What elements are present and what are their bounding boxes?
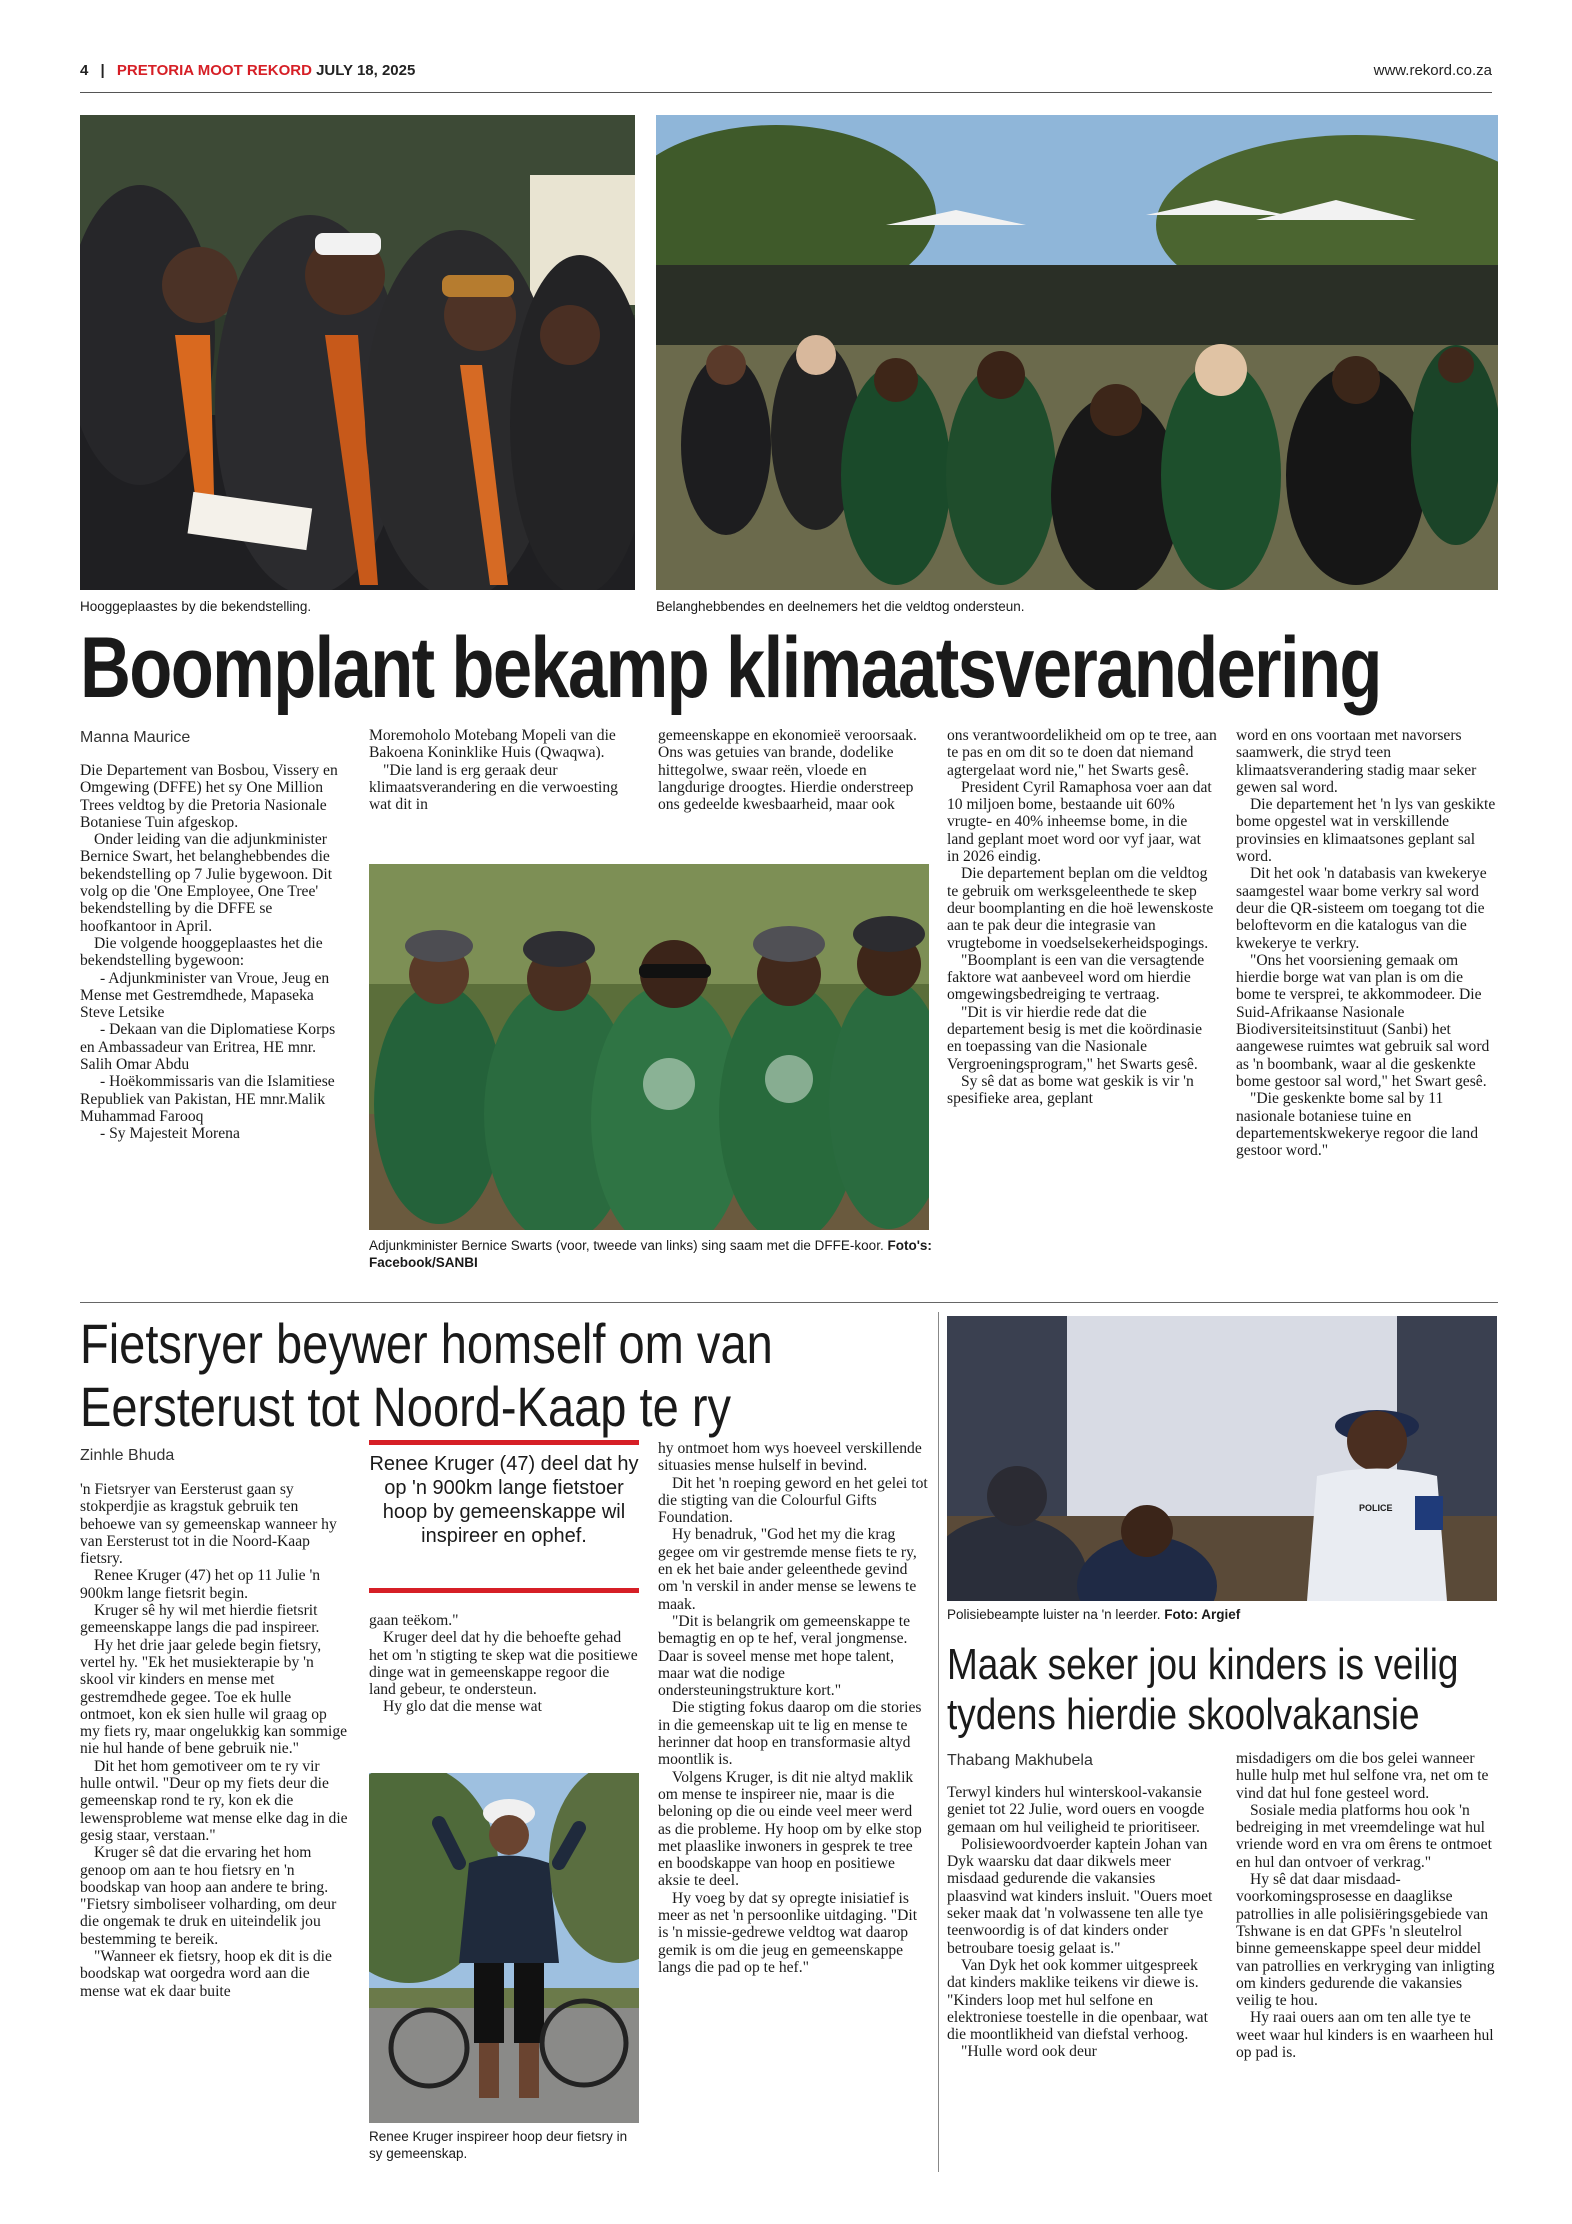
paragraph: "Dit is vir hierdie rede dat die departement besig is met die koördinasie en toepassing van die Nasionale Vergroeningsprogram," het Swarts gesê. [947,1003,1203,1073]
story3-headline [947,1640,1458,1740]
story2-headline [80,1312,773,1438]
headline-line: Eersterust tot Noord-Kaap te ry [80,1375,732,1438]
photo-audience [656,115,1498,590]
paragraph: "Ons het voorsiening gemaak om hierdie borge wat van plan is om die bome te versprei, te akkommodeer. Die Suid-Afrikaanse Nasionale Biodiversiteitsinstituut (Sanbi) het aangewese ruimtes wat gebruik sal word as 'n boombank, waar al die geskenkte bome gestoor sal word," het Swart gesê. [1236,951,1490,1090]
dignitaries-image [80,115,635,590]
paragraph: "Boomplant is een van die versagtende faktore wat aanbeveel word om hierdie omgewingsbedreiging te vertraag. [947,951,1205,1004]
section-rule [80,1302,1498,1303]
paragraph: Die departement het 'n lys van geskikte bome opgestel wat in verskillende provinsies en klimaatsones geplant sal word. [1236,796,1496,866]
paragraph: Moremoholo Motebang Mopeli van die Bakoena Koninklike Huis (Qwaqwa). [369,727,616,762]
story1-headline: Boomplant bekamp klimaatsverandering [80,620,1381,716]
paragraph: Die stigting fokus daarop om die stories in die gemeenskap uit te lig en mense te herinner dat hoop en transformasie altyd moontlik is. [658,1699,922,1769]
paragraph: Kruger sê dat die ervaring het hom genoop om aan te hou fietsry en 'n boodskap van hoop aan andere te bring. "Fietsry simboliseer volharding, om deur die ongemak te druk en uiteindelik jou bestemming te bereik. [80,1844,337,1948]
paragraph: "Dit is belangrik om gemeenskappe te bemagtig en op te hef, veral jongmense. Daar is soveel mense met hope talent, maar wat die nodige ondersteuningstrukture kort." [658,1612,911,1700]
story1-column-3 [658,727,928,813]
column-divider [938,1312,939,2172]
paragraph: Hy het drie jaar gelede begin fietsry, vertel hy. "Ek het musiekterapie by 'n skool vir kinders en mense met gestremdhede gegee. Toe ek hulle ontmoet, kon ek sien hulle wil graag op my fiets ry, maar ongelukkig kan sommige nie hul hande of bene gebruik nie." [80,1636,348,1758]
story3-column-1 [947,1784,1217,2061]
list-item: - Hoëkommissaris van die Islamitiese Republiek van Pakistan, HE mnr.Malik Muhammad Farooq [80,1073,335,1125]
paragraph: Kruger deel dat hy die behoefte gehad het om 'n stigting te skep wat die positiewe dinge wat in gemeenskappe regoor die land gebeur, te ondersteun. [369,1629,638,1699]
paragraph: Van Dyk het ook kommer uitgespreek dat kinders maklike teikens vir diewe is. "Kinders loop met hul selfone en elektroniese toestelle in die openbaar, wat die moontlikheid van diefstal verhoog. [947,1956,1208,2044]
photo-credit: Foto: Argief [1164,1607,1241,1622]
paragraph: Renee Kruger (47) het op 11 Julie 'n 900km lange fietsrit begin. [80,1567,321,1602]
list-item: - Adjunkminister van Vroue, Jeug en Mense met Gestremdhede, Mapaseka Steve Letsike [80,969,330,1022]
story1-byline: Manna Maurice [80,729,191,746]
story2-column-1 [80,1481,350,2000]
paragraph: Dit het 'n roeping geword en het gelei tot die stigting van die Colourful Gifts Foundation. [658,1474,928,1527]
paragraph: Dit het hom gemotiveer om te ry vir hulle ontwil. "Deur op my fiets deur die gemeenskap rond te ry, kon ek die lewensprobleme wat mense elke dag in die gesig staar, verstaan." [80,1757,348,1844]
issue-date: JULY 18, 2025 [316,62,416,79]
paragraph: Die Departement van Bosbou, Vissery en Omgewing (DFFE) het sy One Million Trees veldtog by die Pretoria Nasionale Botaniese Tuin afgeskop. [80,762,338,831]
story2-column-3 [658,1440,928,1976]
paragraph: Hy glo dat die mense wat [383,1698,542,1716]
publication-name: PRETORIA MOOT REKORD [116,62,312,79]
page-number: 4 [80,62,89,79]
story1-column-1 [80,762,350,1143]
choir-image [369,864,929,1230]
photo-police [947,1316,1497,1601]
paragraph: Onder leiding van die adjunkminister Bernice Swart, het belanghebbendes die bekendstelling op 7 Julie bygewoon. Dit volg op die 'One Employee, One Tree' bekendstelling by die DFFE se hoofkantoor in April. [80,831,333,935]
pullquote-top-bar [369,1440,639,1445]
paragraph: Die departement beplan om die veldtog te gebruik om werksgeleenthede te skep deur boomplanting en die hoë lewenskoste aan te pak deur die integrasie van vrugtebome in voedselsekerheidspogings. [947,865,1214,952]
story1-column-4 [947,727,1217,1108]
paragraph: Sy sê dat as bome wat geskik is vir 'n spesifieke area, geplant [947,1072,1194,1108]
header-rule [80,92,1492,93]
story3-column-2 [1236,1750,1496,2061]
photo-choir-caption [369,1237,934,1271]
page-folio [80,62,415,79]
story3-byline: Thabang Makhubela [947,1752,1093,1769]
photo-choir [369,864,929,1230]
photo-cyclist [369,1773,639,2123]
story1-column-5 [1236,727,1496,1159]
paragraph: Volgens Kruger, is dit nie altyd maklik om mense te inspireer nie, maar is die beloning op die ou einde veel meer werd as die probleme. Hy hoop om by elke stop met plaaslike inwoners in gesprek te tree en boodskappe van hoop en positiewe aksie te deel. [658,1768,922,1890]
paragraph: "Hulle word ook deur [961,2043,1097,2061]
paragraph: gemeenskappe en ekonomieë veroorsaak. Ons was getuies van brande, dodelike hittegolwe, swaar reën, vloede en langdurige droogtes. Hierdie onderstreep ons gedeelde kwesbaarheid, maar ook [658,727,917,814]
paragraph: Sosiale media platforms hou ook 'n bedreiging in met vreemdelinge wat hul vriende word en vra om êrens te ontmoet en hul dan ontvoer of verkrag." [1236,1801,1492,1871]
headline-line: Maak seker jou kinders is veilig [947,1640,1459,1689]
paragraph: President Cyril Ramaphosa voer aan dat 10 miljoen bome, bestaande uit 60% vrugte- en 40% inheemse bome, in die land geplant moet word oor vyf jaar, wat in 2026 eindig. [947,778,1212,866]
photo-police-caption [947,1606,1240,1623]
cyclist-image [369,1773,639,2123]
story1-column-2 [369,727,639,813]
paragraph: Hy raai ouers aan om ten alle tye te weet waar hul kinders is en waarheen hul op pad is. [1236,2009,1494,2062]
list-item: - Dekaan van die Diplomatiese Korps en Ambassadeur van Eritrea, HE mnr. Salih Omar Abdu [80,1021,336,1074]
story2-byline: Zinhle Bhuda [80,1447,175,1464]
audience-image [656,115,1498,590]
photo-credit: Foto's: Facebook/SANBI [369,1238,932,1270]
photo-cyclist-caption: Renee Kruger inspireer hoop deur fietsry in sy gemeenskap. [369,2129,628,2161]
headline-line: tydens hierdie skoolvakansie [947,1690,1420,1739]
caption-text: Adjunkminister Bernice Swarts (voor, tweede van links) sing saam met die DFFE-koor. [369,1238,884,1253]
folio-separator: | [100,62,105,79]
list-item: - Sy Majesteit Morena [100,1125,240,1143]
site-url[interactable]: www.rekord.co.za [1373,62,1492,79]
story2-column-2 [369,1612,639,1716]
paragraph: misdadigers om die bos gelei wanneer hulle hulp met hul selfone vra, net om te vind dat hul fone gesteel word. [1236,1750,1489,1802]
police-badge: POLICE [1359,1503,1393,1513]
headline-line: Fietsryer beywer homself om van [80,1312,773,1375]
caption-text: Polisiebeampte luister na 'n leerder. [947,1607,1161,1622]
paragraph: word en ons voortaan met navorsers saamwerk, die stryd teen klimaatsverandering stadig maar seker gewen sal word. [1236,727,1477,796]
paragraph: gaan teëkom." [369,1612,459,1629]
paragraph: Dit het ook 'n databasis van kwekerye saamgestel waar bome verkry sal word deur die QR-sisteem om toegang tot die beloftevorm en die katalogus van die kwekerye te verkry. [1236,865,1487,952]
paragraph: Hy benadruk, "God het my die krag gegee om vir gestremde mense fiets te ry, en ek het baie ander geleenthede gevind om 'n verskil in ander mense se lewens te maak. [658,1526,917,1613]
paragraph: ons verantwoordelikheid om op te tree, aan te pas en om dit so te doen dat niemand agtergelaat word nie," het Swarts gesê. [947,727,1217,779]
paragraph: Polisiewoordvoerder kaptein Johan van Dyk waarsku dat daar dikwels meer misdaad gedurende die vakansies plaasvind wat kinders insluit. "Ouers moet seker maak dat 'n volwassene ten alle tye teenwoordig is of dat kinders onder betroubare toesig gelaat is." [947,1835,1213,1957]
paragraph: "Die geskenkte bome sal by 11 nasionale botaniese tuine en departementskwekerye regoor die land gestoor word." [1236,1090,1479,1160]
paragraph: 'n Fietsryer van Eersterust gaan sy stokperdjie as kragstuk gebruik ten behoewe van sy gemeenskap wanneer hy van Eersterust tot in die Noord-Kaap fietsry. [80,1481,337,1568]
photo-dignitaries [80,115,635,590]
paragraph: "Die land is erg geraak deur klimaatsverandering en die verwoesting wat dit in [369,761,618,814]
paragraph: hy ontmoet hom wys hoeveel verskillende situasies mense hulself in bevind. [658,1440,922,1475]
paragraph: Hy sê dat daar misdaad-voorkomingsprosesse en daaglikse patrollies in alle polisiëringsgebiede van Tshwane is en dat GPFs 'n sleutelrol binne gemeenskappe speel deur middel van patrollies en verkryging van inligting om kinders gedurende die vakansies veilig te hou. [1236,1871,1495,2010]
pullquote: Renee Kruger (47) deel dat hy op 'n 900km lange fietstoer hoop by gemeenskappe wil inspireer en ophef. [369,1453,639,1547]
paragraph: Die volgende hooggeplaastes het die bekendstelling bygewoon: [80,934,323,970]
paragraph: "Wanneer ek fietsry, hoop ek dit is die boodskap wat oorgedra word aan die mense wat ek daar buite [80,1948,332,2000]
paragraph: Kruger sê hy wil met hierdie fietsrit gemeenskappe langs die pad inspireer. [80,1602,320,1637]
paragraph: Terwyl kinders hul winterskool-vakansie geniet tot 22 Julie, word ouers en voogde gemaan om hul veiligheid te prioritiseer. [947,1784,1205,1836]
paragraph: Hy voeg by dat sy opregte inisiatief is meer as net 'n persoonlike uitdaging. "Dit is 'n missie-gedrewe veldtog wat daarop gemik is om die jeug en gemeenskappe langs die pad op te hef." [658,1889,918,1976]
photo-audience-caption: Belanghebbendes en deelnemers het die veldtog ondersteun. [656,599,1025,614]
photo-dignitaries-caption: Hooggeplaastes by die bekendstelling. [80,599,312,614]
police-image [947,1316,1497,1601]
pullquote-bottom-bar [369,1588,639,1593]
